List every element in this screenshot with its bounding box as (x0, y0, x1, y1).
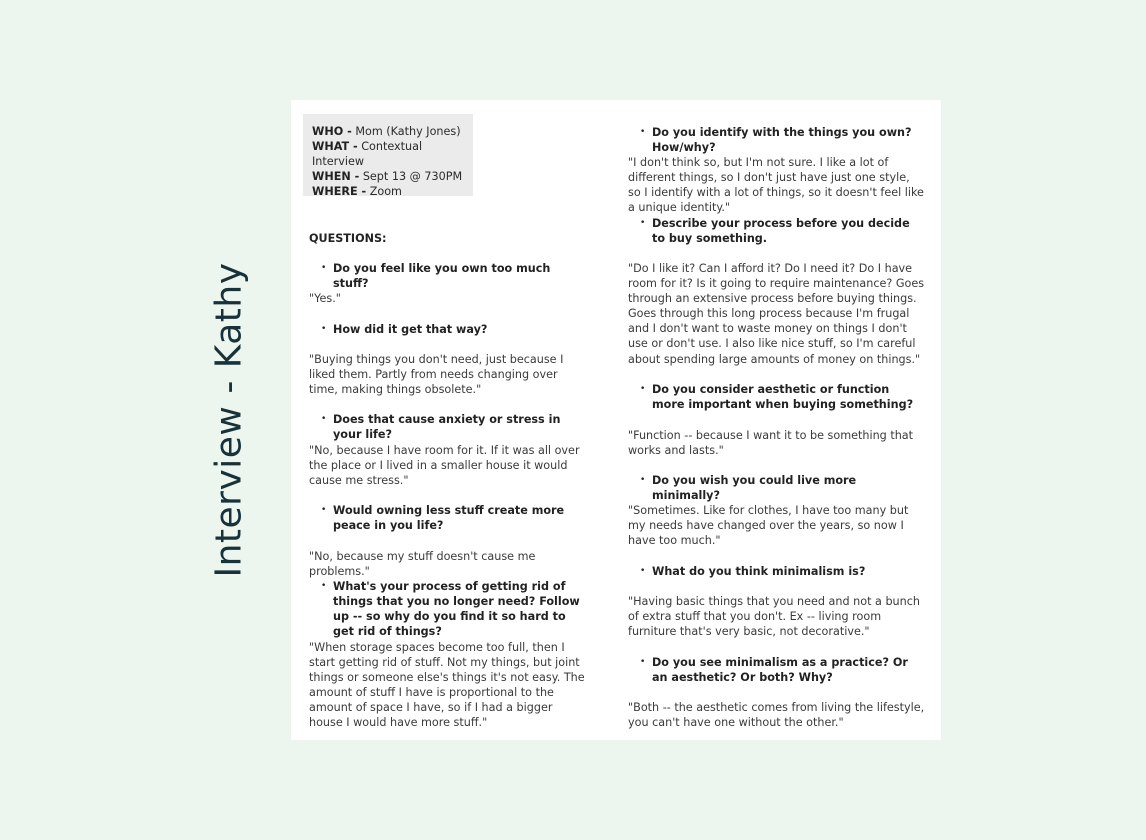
question-item: • Do you feel like you own too much stuff? (333, 261, 589, 291)
interview-info-box (303, 114, 473, 199)
page-title: Interview - Kathy (208, 262, 250, 578)
info-where: WHERE - Zoom (312, 185, 402, 199)
info-when: WHEN - Sept 13 @ 730PM (312, 170, 463, 184)
answer-text: "Both -- the aesthetic comes from living the lifestyle, you can't have one without the other." (628, 701, 925, 730)
info-what: WHAT - Contextual Interview (312, 140, 423, 169)
question-item: • How did it get that way? (333, 322, 589, 337)
answer-text: "I don't think so, but I'm not sure. I like a lot of different things, so I don't just have just one style, so I identify with a lot of things, so it doesn't feel like a unique identity." (628, 156, 924, 215)
question-item: • What's your process of getting rid of things that you no longer need? Follow up -- so why do you find it so hard to get rid of things? (333, 579, 589, 639)
answer-text: "No, because I have room for it. If it was all over the place or I lived in a smaller house it would cause me stress." (309, 444, 580, 488)
question-item: • Does that cause anxiety or stress in your life? (333, 412, 589, 442)
answer-text: "Function -- because I want it to be something that works and lasts." (628, 429, 914, 458)
answer-text: "Sometimes. Like for clothes, I have too many but my needs have changed over the years, so now I have too much." (628, 504, 909, 548)
questions-heading: QUESTIONS: (309, 232, 387, 245)
interview-document (291, 100, 941, 740)
answer-text: "When storage spaces become too full, then I start getting rid of stuff. Not my things, but joint things or someone else's things it's not easy. The amount of stuff I have is proportional to the amount of space I have, so if I had a bigger house I would have more stuff." (309, 641, 585, 730)
question-item: • Do you see minimalism as a practice? Or an aesthetic? Or both? Why? (652, 655, 925, 685)
question-item: • Do you identify with the things you own? How/why? (652, 125, 925, 155)
question-item: • Do you consider aesthetic or function more important when buying something? (652, 382, 925, 412)
question-item: • Would owning less stuff create more peace in you life? (333, 503, 589, 533)
answer-text: "Having basic things that you need and not a bunch of extra stuff that you don't. Ex -- living room furniture that's very basic, not decorative." (628, 595, 920, 639)
info-who: WHO - Mom (Kathy Jones) (312, 125, 461, 138)
question-item: • Do you wish you could live more minimally? (652, 473, 925, 503)
answer-text: "Yes." (309, 292, 341, 305)
title-container (188, 262, 270, 578)
answer-text: "No, because my stuff doesn't cause me problems." (309, 550, 536, 579)
question-item: • What do you think minimalism is? (652, 564, 925, 579)
question-item: • Describe your process before you decide to buy something. (652, 216, 925, 246)
answer-text: "Do I like it? Can I afford it? Do I need it? Do I have room for it? Is it going to require maintenance? Goes through an extensive process before buying things. Goes through this long process because I'm frugal and I don't want to waste money on things I don't use or don't use. I also like nice stuff, so I'm careful about spending large amounts of money on things." (628, 262, 925, 366)
answer-text: "Buying things you don't need, just because I liked them. Partly from needs changing over time, making things obsolete." (309, 353, 564, 397)
